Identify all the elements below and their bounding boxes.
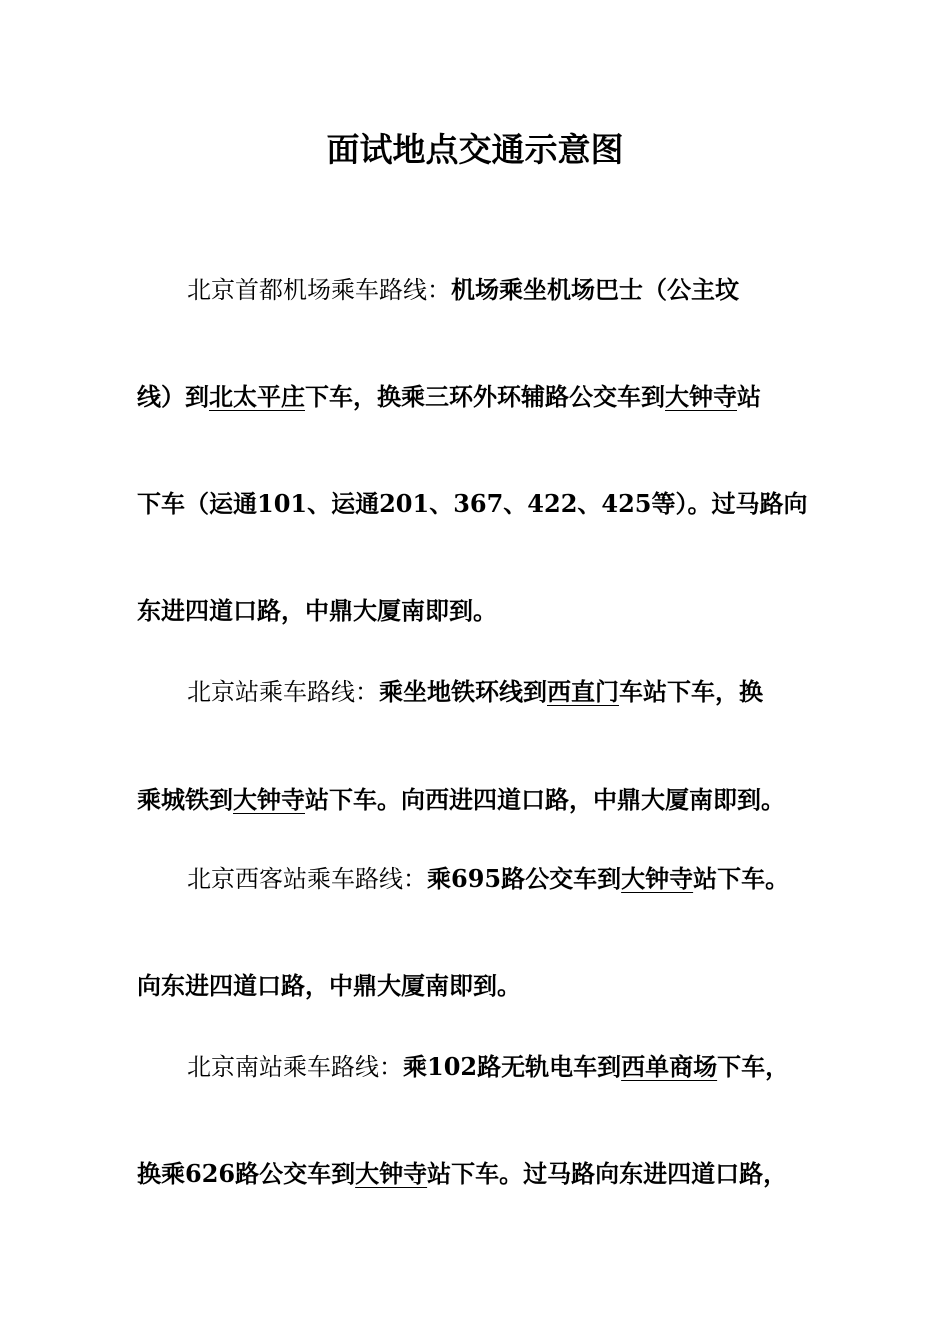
beijing-station-route-label: 北京站乘车路线： [187,678,379,706]
beijing-station-route-line-2 [137,782,817,818]
place-dazhongsi: 大钟寺 [665,382,737,411]
west-station-route-line-1 [187,861,817,897]
beijing-station-route-text: 站下车。向西进四道口路，中鼎大厦南即到。 [305,785,785,814]
south-station-route-text: 站下车。过马路向东进四道口路， [427,1159,788,1188]
place-xizhimen: 西直门 [547,677,619,706]
airport-route-line-3: 下车（运通101、运通201、367、422、425等）。过马路向 [137,489,808,518]
airport-route-line-2 [137,379,817,415]
place-dazhongsi: 大钟寺 [621,864,694,893]
south-station-route-line-1 [187,1049,817,1085]
west-station-route-line-2: 向东进四道口路，中鼎大厦南即到。 [137,971,521,1000]
west-station-route-text: 站下车。 [693,864,790,893]
beijing-station-route-text: 乘坐地铁环线到 [379,677,547,706]
airport-route-text: 下车，换乘三环外环辅路公交车到 [305,382,665,411]
south-station-route-text: 乘102路无轨电车到 [403,1052,622,1081]
airport-route-text: 站 [737,382,761,411]
airport-route-line-4: 东进四道口路，中鼎大厦南即到。 [137,596,497,625]
airport-route-label: 北京首都机场乘车路线： [187,276,451,304]
west-station-route-text: 乘695路公交车到 [427,864,622,893]
south-station-route-text: 换乘626路公交车到 [137,1159,356,1188]
south-station-route-label: 北京南站乘车路线： [187,1053,403,1081]
airport-route-text: 机场乘坐机场巴士（公主坟 [451,275,739,304]
beijing-station-route-text: 车站下车，换 [619,677,763,706]
page-title: 面试地点交通示意图 [326,130,624,169]
place-dazhongsi: 大钟寺 [355,1159,428,1188]
place-dazhongsi: 大钟寺 [233,785,305,814]
west-station-route-label: 北京西客站乘车路线： [187,865,427,893]
south-station-route-line-2 [137,1156,817,1192]
place-beitaipingzhuang: 北太平庄 [209,382,305,411]
beijing-station-route-line-1 [187,674,817,710]
south-station-route-text: 下车， [717,1052,790,1081]
airport-route-text: 线）到 [137,382,209,411]
place-xidan-shangchang: 西单商场 [621,1052,718,1081]
airport-route-line-1 [187,272,817,308]
beijing-station-route-text: 乘城铁到 [137,785,233,814]
